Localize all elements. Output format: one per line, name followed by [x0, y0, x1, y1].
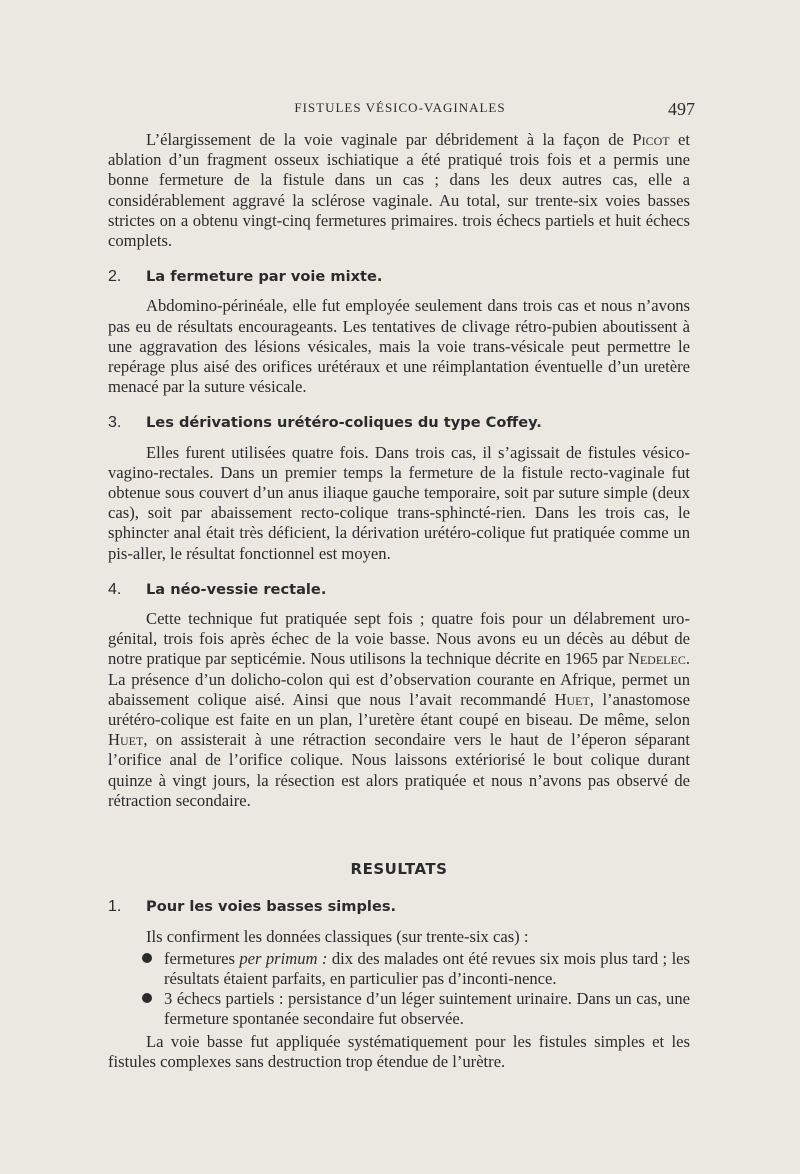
text-run: dix des malades ont été revues six mois plus tard ; les résultats étaient parfaits, en particulier pas d’inconti-nence.: [164, 948, 691, 988]
section-heading: [108, 413, 690, 433]
author-name: Huet: [554, 689, 590, 709]
section-title: La fermeture par voie mixte.: [146, 268, 383, 286]
text-run: et ablation d’un fragment osseux ischiatique a été pratiqué trois fois et a permis une bonne fermeture de la fistule dans un cas ; dans les deux autres cas, elle a considérablement aggravé la sclérose vaginale. Au total, sur trente-six voies basses strictes on a obtenu vingt-cinq fermetures primaires. trois échecs partiels et huit échecs complets.: [108, 130, 691, 251]
paragraph: [108, 609, 690, 811]
section-number: 3.: [108, 414, 122, 432]
section-number: 4.: [108, 580, 122, 598]
running-head: FISTULES VÉSICO-VAGINALES: [294, 100, 506, 115]
text-run: fermetures: [164, 948, 240, 968]
section-heading: [108, 580, 690, 600]
list-item-text: 3 échecs partiels : persistance d’un léger suintement urinaire. Dans un cas, une fermeture spontanée secondaire fut observée.: [164, 989, 690, 1029]
paragraph: [108, 130, 690, 251]
text-run: Cette technique fut pratiquée sept fois ; quatre fois pour un délabrement uro-génital, trois fois après échec de la voie basse. Nous avons eu un décès au début de notre pratique par septicémie. Nous utilisons la technique décrite en 1965 par: [108, 609, 690, 669]
section-number: 2.: [108, 268, 122, 286]
section-title: Les dérivations urétéro-coliques du type Coffey.: [146, 414, 542, 432]
bullet-list: [108, 949, 690, 1030]
page-number: 497: [668, 99, 695, 119]
list-item-text: [164, 949, 690, 989]
section-heading: [108, 267, 690, 287]
text-run: . La présence d’un dolicho-colon qui est d’observation courante en Afrique, permet un abaissement colique aisé. Ainsi que nous l’avait recommandé: [108, 649, 690, 709]
italic-text: per primum :: [239, 948, 328, 968]
list-item: [108, 989, 690, 1029]
results-title: RESULTATS: [350, 860, 448, 879]
page-body: [108, 130, 690, 1072]
section-heading: [108, 897, 690, 917]
section-number: 1.: [108, 898, 122, 916]
bullet-icon: [142, 953, 152, 963]
paragraph: Abdomino-périnéale, elle fut employée seulement dans trois cas et nous n’avons pas eu de résultats encourageants. Les tentatives de clivage rétro-pubien aboutissent à une aggravation des lésions vésicales, mais la voie trans-vésicale peut permettre le repérage plus aisé des orifices urétéraux et une réimplantation éventuelle d’un uretère menacé par la suture vésicale.: [108, 296, 690, 397]
paragraph: La voie basse fut appliquée systématiquement pour les fistules simples et les fistules complexes sans destruction trop étendue de l’urètre.: [108, 1031, 690, 1071]
paragraph: Ils confirment les données classiques (sur trente-six cas) :: [146, 926, 529, 946]
paragraph: Elles furent utilisées quatre fois. Dans trois cas, il s’agissait de fistules vésico-vagino-rectales. Dans un premier temps la fermeture de la fistule recto-vaginale fut obtenue sous couvert d’un anus iliaque gauche temporaire, soit par suture simple (deux cas), soit par abaissement recto-colique trans-sphincté-rien. Dans les trois cas, le sphincter anal était très déficient, la dérivation urétéro-colique fut pratiquée comme un pis-aller, le résultat fonctionnel est moyen.: [108, 442, 690, 563]
text-run: L’élargissement de la voie vaginale par débridement à la façon de: [146, 130, 633, 149]
text-run: , l’anastomose urétéro-colique est faite en un plan, l’uretère étant coupé en biseau. De même, selon: [108, 689, 691, 730]
author-name: Picot: [632, 130, 670, 149]
bullet-icon: [142, 993, 152, 1003]
section-title: La néo-vessie rectale.: [146, 580, 327, 598]
author-name: Huet: [108, 730, 144, 750]
text-run: , on assisterait à une rétraction secondaire vers le haut de l’éperon séparant l’orifice anal de l’orifice colique. Nous laissons extériorisé le bout colique durant quinze à vingt jours, la résection est alors pratiquée et nous n’avons pas observé de rétraction secondaire.: [108, 730, 690, 810]
list-item: [108, 949, 690, 989]
author-name: Nedelec: [627, 649, 686, 669]
section-title: Pour les voies basses simples.: [146, 898, 397, 916]
